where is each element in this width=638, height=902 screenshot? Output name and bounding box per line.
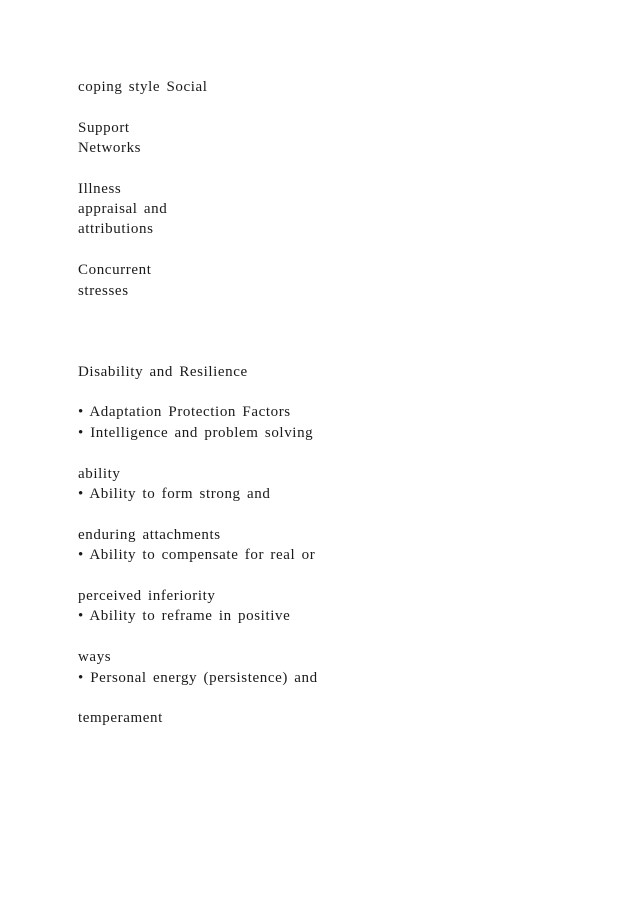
bullet-item: • Adaptation Protection Factors [78,404,291,420]
text-line: Illness [78,181,122,197]
section-heading: Disability and Resilience [78,364,248,380]
bullet-item: • Intelligence and problem solving [78,425,314,441]
text-line: perceived inferiority [78,588,216,604]
text-line: enduring attachments [78,527,221,543]
bullet-item: • Ability to compensate for real or [78,547,316,563]
text-line: Support [78,120,130,136]
text-line: temperament [78,710,163,726]
bullet-item: • Ability to form strong and [78,486,271,502]
text-line: ways [78,649,112,665]
text-line: appraisal and [78,201,168,217]
text-line: ability [78,466,121,482]
bullet-item: • Personal energy (persistence) and [78,670,318,686]
text-line: Networks [78,140,142,156]
text-line: Concurrent [78,262,152,278]
text-line: coping style Social [78,79,208,95]
bullet-item: • Ability to reframe in positive [78,608,291,624]
text-line: stresses [78,283,129,299]
text-line: attributions [78,221,154,237]
